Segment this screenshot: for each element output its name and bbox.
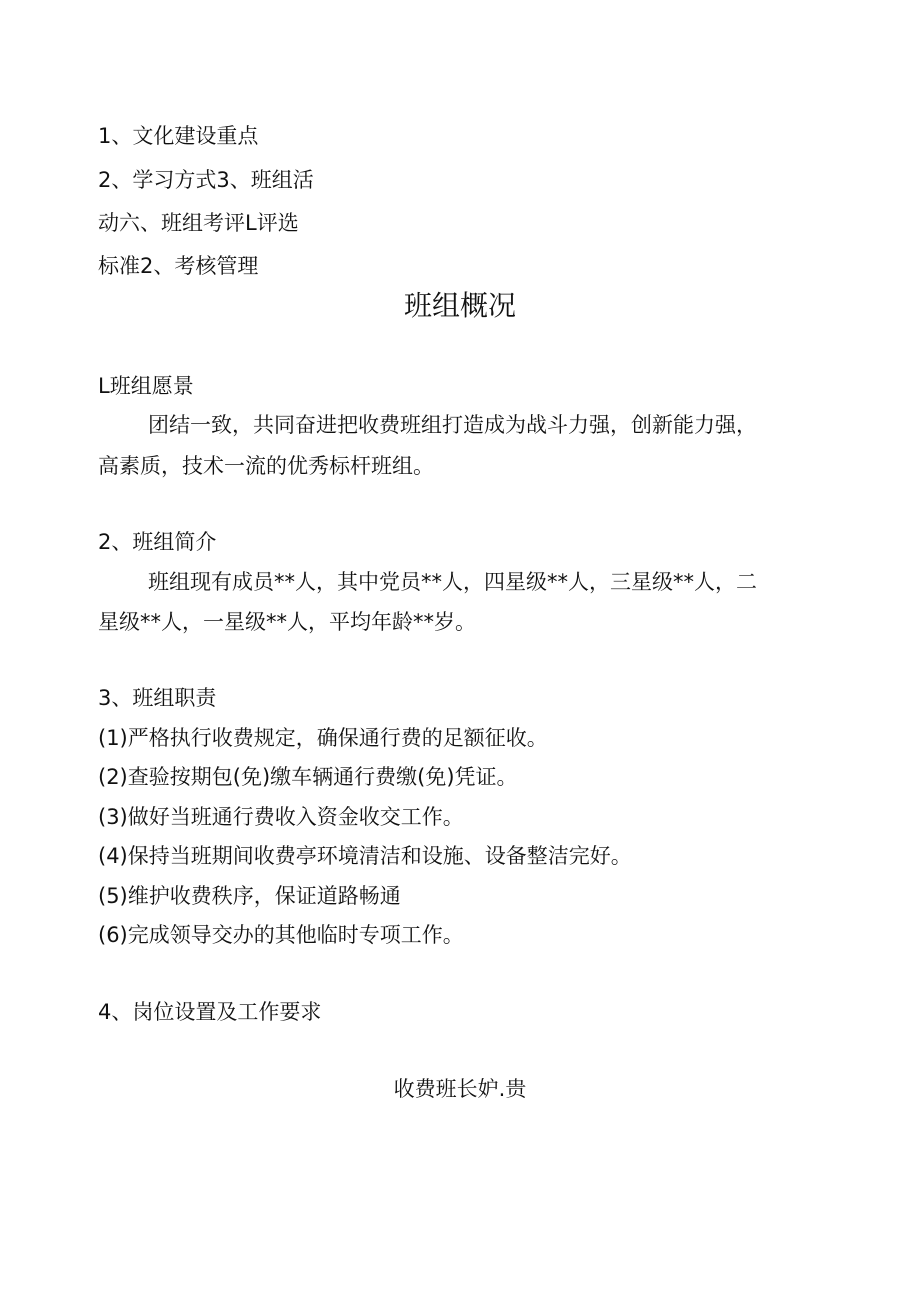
section-heading: 3、班组职责 <box>98 686 217 710</box>
toc-item: 2、学习方式3、班组活 <box>98 168 314 192</box>
position-title: 收费班长妒.贵 <box>393 1077 527 1101</box>
paragraph-line: 星级**人，一星级**人，平均年龄**岁。 <box>98 610 476 634</box>
paragraph-line: 团结一致，共同奋进把收费班组打造成为战斗力强，创新能力强， <box>148 413 757 437</box>
section-heading: 4、岗位设置及工作要求 <box>98 1000 322 1024</box>
toc-item: 1、文化建设重点 <box>98 124 259 148</box>
toc-item: 动六、班组考评L评选 <box>98 211 299 235</box>
list-item: (4)保持当班期间收费亭环境清洁和设施、设备整洁完好。 <box>98 844 632 868</box>
toc-item: 标准2、考核管理 <box>98 254 259 278</box>
list-item: (1)严格执行收费规定，确保通行费的足额征收。 <box>98 726 548 750</box>
section-heading: L班组愿景 <box>98 374 194 398</box>
paragraph-line: 班组现有成员**人，其中党员**人，四星级**人，三星级**人，二 <box>148 570 757 594</box>
section-heading: 2、班组简介 <box>98 530 217 554</box>
list-item: (2)查验按期包(免)缴车辆通行费缴(免)凭证。 <box>98 765 518 789</box>
list-item: (6)完成领导交办的其他临时专项工作。 <box>98 923 464 947</box>
page-title: 班组概况 <box>403 289 516 322</box>
paragraph-line: 高素质，技术一流的优秀标杆班组。 <box>98 454 434 478</box>
list-item: (5)维护收费秩序，保证道路畅通 <box>98 884 401 908</box>
list-item: (3)做好当班通行费收入资金收交工作。 <box>98 805 464 829</box>
